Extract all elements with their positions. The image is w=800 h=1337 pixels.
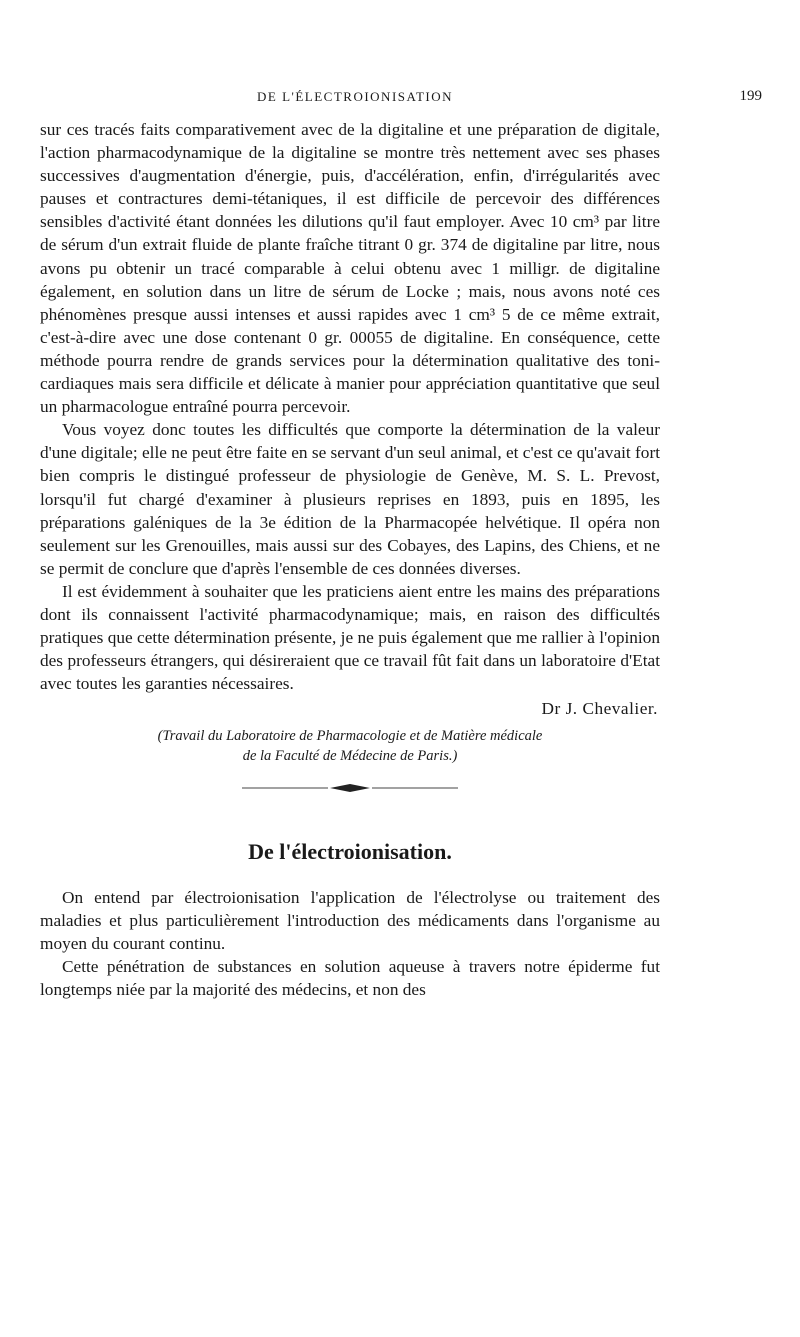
source-note-line: de la Faculté de Médecine de Paris.)	[242, 748, 458, 765]
body-paragraph: On entend par électroionisation l'application de l'électrolyse ou traitement des maladies et plus particulièrement l'introduction des médicaments dans l'organisme au moyen du courant continu.	[40, 887, 660, 953]
body-paragraph: Il est évidemment à souhaiter que les praticiens aient entre les mains des préparations dont ils connaissent l'activité pharmacodynamique; mais, en raison des difficultés pratiques que cette détermination présente, je ne puis également que me rallier à l'opinion des professeurs étrangers, qui désireraient que ce travail fût fait dans un laboratoire d'Etat avec toutes les garanties nécessaires.	[40, 581, 660, 694]
source-note-line: (Travail du Laboratoire de Pharmacologie et de Matière médicale	[157, 728, 543, 745]
source-note	[40, 726, 660, 766]
running-header	[40, 86, 762, 108]
body-paragraph: Cette pénétration de substances en solution aqueuse à travers notre épiderme fut longtemps niée par la majorité des médecins, et non des	[40, 956, 660, 999]
ornamental-divider	[40, 778, 660, 800]
divider-ornament-icon	[240, 781, 460, 795]
body-paragraph: Vous voyez donc toutes les difficultés que comporte la détermination de la valeur d'une digitale; elle ne peut être faite en se servant d'un seul animal, et c'est ce qu'avait fort bien compris le distingué professeur de physiologie de Genève, M. S. L. Prevost, lorsqu'il fut chargé d'examiner à plusieurs reprises en 1893, puis en 1895, les préparations galéniques de la 3e édition de la Pharmacopée helvétique. Il opéra non seulement sur les Grenouilles, mais aussi sur des Cobayes, des Lapins, des Chiens, et ne se permit de conclure que d'après l'ensemble de ces données diverses.	[40, 420, 660, 578]
running-title: DE L'ÉLECTROIONISATION	[256, 89, 453, 104]
page-number: 199	[739, 88, 762, 104]
page-body	[40, 118, 660, 1001]
section-title: De l'électroionisation.	[248, 839, 452, 865]
body-paragraph: sur ces tracés faits comparativement avec de la digitaline et une préparation de digitale, l'action pharmacodynamique de la digitaline se montre très nettement avec ses phases successives d'augmentation d'énergie, puis, d'accélération, enfin, d'irrégularités avec pauses et contractures demi-tétaniques, il est difficile de percevoir des différences sensibles d'activité étant données les dilutions qu'il faut employer. Avec 10 cm³ par litre de sérum d'un extrait fluide de plante fraîche titrant 0 gr. 374 de digitaline par litre, nous avons pu obtenir un tracé comparable à celui obtenu avec 1 milligr. de digitaline également, en solution dans un litre de sérum de Locke ; mais, nous avons noté ces phénomènes presque aussi intenses et aussi rapides avec 1 cm³ 5 de ce même extrait, c'est-à-dire avec une dose contenant 0 gr. 00055 de digitaline. En conséquence, cette méthode pourra rendre de grands services pour la détermination qualitative des toni-cardiaques mais sera difficile et délicate à manier pour appréciation quantitative que seul un pharmacologue entraîné pourra percevoir.	[40, 120, 660, 417]
author-signature: Dr J. Chevalier.	[541, 699, 658, 719]
